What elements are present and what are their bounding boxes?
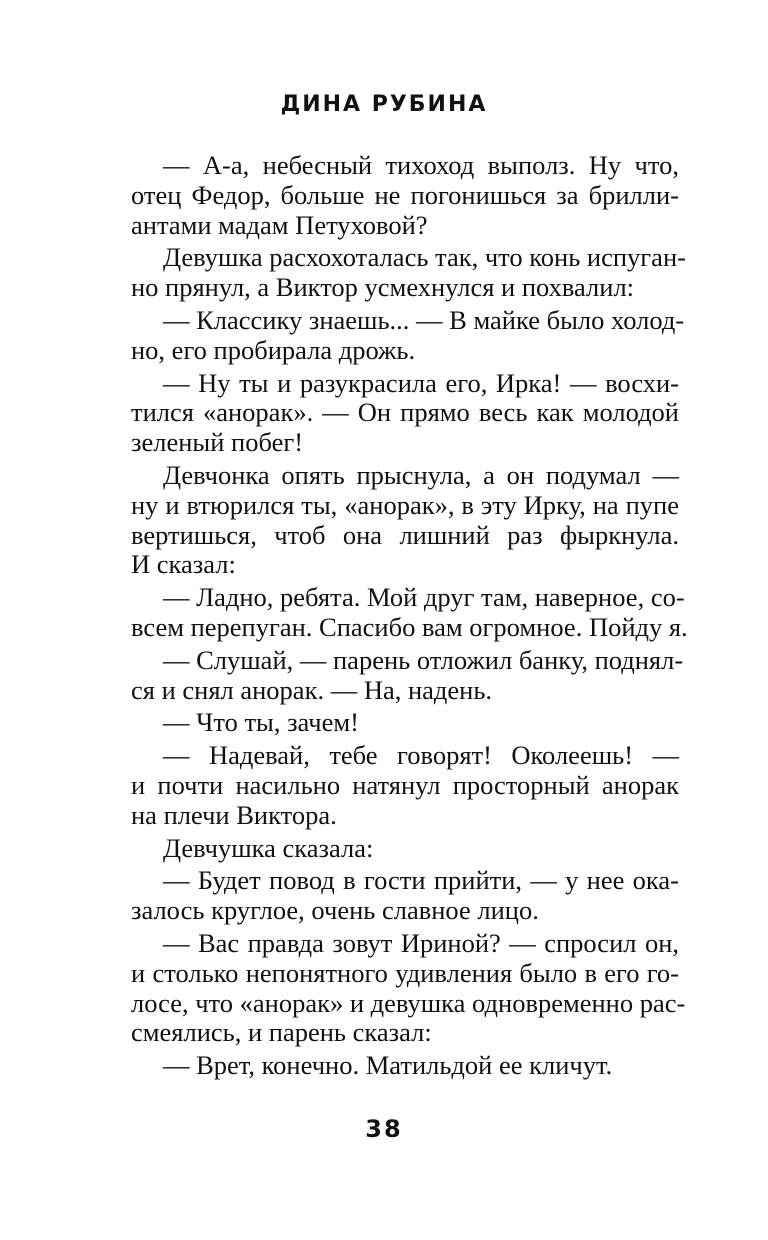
text-line: — Ну ты и разукрасила его, Ирка! — восхи- — [163, 367, 679, 398]
text-line: залось круглое, очень славное лицо. — [131, 895, 539, 926]
text-line: зеленый побег! — [131, 427, 304, 458]
text-line: тился «анорак». — Он прямо весь как молодой — [131, 397, 679, 428]
text-line: ся и снял анорак. — На, надень. — [131, 674, 493, 705]
text-line: и почти насильно натянул просторный анорак — [131, 769, 679, 800]
text-line: всем перепуган. Спасибо вам огромное. Пойду я. — [131, 611, 688, 642]
text-line: — Врет, конечно. Матильдой ее кличут. — [163, 1050, 613, 1081]
text-line: и столько непонятного удивления было в его го- — [131, 957, 679, 988]
text-line: отец Федор, больше не погонишься за брилли- — [131, 179, 679, 210]
text-body — [131, 150, 688, 1081]
text-line: — Будет повод в гости прийти, — у нее ока- — [163, 865, 679, 896]
text-line: — Надевай, тебе говорят! Околеешь! — — [163, 740, 679, 771]
text-line: — А-а, небесный тихоход выполз. Ну что, — [163, 150, 679, 180]
text-line: лосе, что «анорак» и девушка одновременно рас- — [131, 987, 686, 1018]
text-line: И сказал: — [131, 549, 236, 580]
text-line: — Что ты, зачем! — [163, 707, 359, 738]
text-line: Девушка расхохоталась так, что конь испуган- — [163, 242, 686, 273]
running-head: ДИНА РУБИНА — [280, 92, 488, 117]
text-line: смеялись, и парень сказал: — [131, 1017, 432, 1048]
text-line: на плечи Виктора. — [131, 799, 337, 830]
text-line: — Классику знаешь... — В майке было холод- — [163, 304, 685, 335]
text-line: антами мадам Петуховой? — [131, 209, 428, 240]
text-line: но прянул, а Виктор усмехнулся и похвалил: — [131, 272, 635, 303]
text-line: — Слушай, — парень отложил банку, поднял- — [163, 644, 684, 675]
text-line: вертишься, чтоб она лишний раз фыркнула. — [131, 519, 679, 550]
text-line: — Ладно, ребята. Мой друг там, наверное, со- — [163, 582, 685, 613]
page-number: 38 — [365, 1115, 403, 1143]
text-line: Девчонка опять прыснула, а он подумал — — [163, 459, 679, 490]
text-line: — Вас правда зовут Ириной? — спросил он, — [163, 927, 679, 958]
text-line: Девчушка сказала: — [163, 832, 374, 863]
text-line: но, его пробирала дрожь. — [131, 334, 416, 365]
text-line: ну и втюрился ты, «анорак», в эту Ирку, на пупе — [131, 489, 679, 520]
